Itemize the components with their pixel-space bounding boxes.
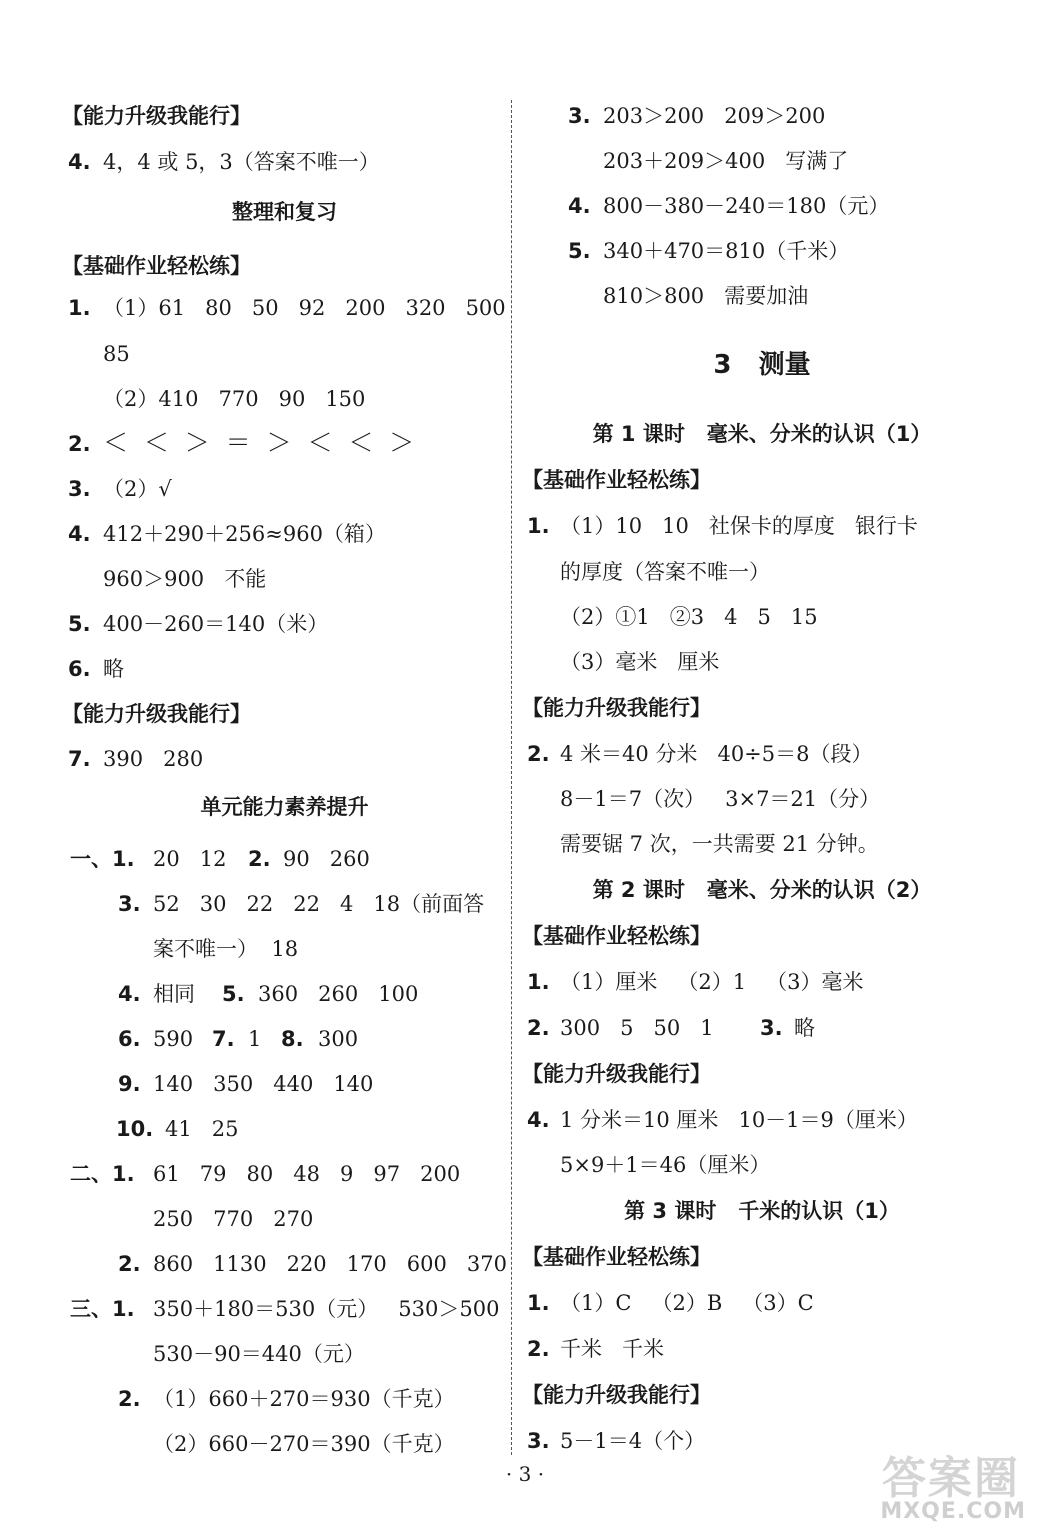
watermark-text: 答案圈 <box>882 1453 1020 1504</box>
answer-text: 略 <box>794 1016 815 1040</box>
item-number: 5. <box>568 239 591 263</box>
item-number: 6. <box>68 657 91 681</box>
answer-text: （1）C （2）B （3）C <box>560 1291 814 1315</box>
answer-text: 4，4 或 5，3（答案不唯一） <box>103 150 380 174</box>
answer-text: 340＋470＝810（千米） <box>603 239 850 263</box>
answer-text: （2）410 770 90 150 <box>103 387 366 411</box>
answer-text: 1 <box>248 1027 262 1051</box>
watermark-url: MXQE.COM <box>880 1499 1026 1524</box>
item-number: 10. <box>116 1117 154 1141</box>
page-number: · 3 · <box>505 1462 545 1486</box>
answer-text: （1）61 80 50 92 200 320 500 <box>103 296 506 320</box>
lesson-title: 第 1 课时 毫米、分米的认识（1） <box>592 422 932 446</box>
answer-text: 530－90＝440（元） <box>153 1342 365 1366</box>
item-number: 3. <box>68 477 91 501</box>
item-number: 一、1. <box>70 847 135 871</box>
answer-text: 203＞200 209＞200 <box>603 104 826 128</box>
section-heading: 【基础作业轻松练】 <box>522 924 711 948</box>
section-heading: 【能力升级我能行】 <box>522 1062 711 1086</box>
item-number: 2. <box>248 847 271 871</box>
answer-text: 需要锯 7 次，一共需要 21 分钟。 <box>560 832 879 856</box>
item-number: 3. <box>568 104 591 128</box>
answer-text: 41 25 <box>165 1117 239 1141</box>
section-heading: 【基础作业轻松练】 <box>522 1245 711 1269</box>
answer-text: 案不唯一） 18 <box>153 937 299 961</box>
item-number: 2. <box>118 1387 141 1411</box>
answer-text: 千米 千米 <box>560 1337 665 1361</box>
answer-text: 810＞800 需要加油 <box>603 284 809 308</box>
item-number: 5. <box>68 612 91 636</box>
answer-text: （2）①1 ②3 4 5 15 <box>560 605 818 629</box>
item-number: 4. <box>68 522 91 546</box>
answer-text: （2）√ <box>103 477 172 501</box>
answer-text: 1 分米＝10 厘米 10－1＝9（厘米） <box>560 1108 918 1132</box>
answer-text: 4 米＝40 分米 40÷5＝8（段） <box>560 742 873 766</box>
item-number: 2. <box>527 742 550 766</box>
item-number: 8. <box>281 1027 304 1051</box>
item-number: 4. <box>118 982 141 1006</box>
answer-text: 的厚度（答案不唯一） <box>560 560 770 584</box>
item-number: 3. <box>118 892 141 916</box>
answer-text: （1）10 10 社保卡的厚度 银行卡 <box>560 514 918 538</box>
answer-text: 300 <box>318 1027 359 1051</box>
answer-text: 960＞900 不能 <box>103 567 267 591</box>
answer-text: 250 770 270 <box>153 1207 314 1231</box>
answer-text: 203＋209＞400 写满了 <box>603 149 849 173</box>
column-divider <box>511 100 512 1455</box>
answer-text: 略 <box>103 657 124 681</box>
item-number: 3. <box>760 1016 783 1040</box>
item-number: 4. <box>68 150 91 174</box>
section-heading: 【能力升级我能行】 <box>62 104 251 128</box>
answer-text: 350＋180＝530（元） 530＞500 <box>153 1297 500 1321</box>
item-number: 1. <box>68 296 91 320</box>
section-heading: 【能力升级我能行】 <box>62 702 251 726</box>
item-number: 1. <box>527 970 550 994</box>
answer-text: 400－260＝140（米） <box>103 612 329 636</box>
section-heading: 【基础作业轻松练】 <box>522 468 711 492</box>
answer-text: （3）毫米 厘米 <box>560 650 720 674</box>
answer-text: 390 280 <box>103 747 204 771</box>
lesson-title: 第 3 课时 千米的认识（1） <box>624 1199 900 1223</box>
answer-text: 5×9＋1＝46（厘米） <box>560 1153 771 1177</box>
section-heading: 【能力升级我能行】 <box>522 1383 711 1407</box>
item-number: 2. <box>527 1016 550 1040</box>
item-number: 3. <box>527 1429 550 1453</box>
item-number: 7. <box>212 1027 235 1051</box>
answer-text: 300 5 50 1 <box>560 1016 714 1040</box>
item-number: 4. <box>568 194 591 218</box>
answer-text: （2）660－270＝390（千克） <box>153 1432 455 1456</box>
item-number: 1. <box>527 1291 550 1315</box>
answer-text: 800－380－240＝180（元） <box>603 194 890 218</box>
answer-text: 5－1＝4（个） <box>560 1429 706 1453</box>
watermark-logo <box>852 1440 1032 1526</box>
item-number: 4. <box>527 1108 550 1132</box>
chapter-title: 3 测量 <box>713 350 811 380</box>
item-number: 9. <box>118 1072 141 1096</box>
answer-text: 412＋290＋256≈960（箱） <box>103 522 386 546</box>
item-number: 二、1. <box>70 1162 135 1186</box>
subsection-title: 整理和复习 <box>232 200 337 224</box>
answer-text: 90 260 <box>283 847 370 871</box>
subsection-title: 单元能力素养提升 <box>200 795 369 819</box>
answer-text: 590 <box>153 1027 194 1051</box>
item-number: 2. <box>68 432 91 456</box>
item-number: 6. <box>118 1027 141 1051</box>
item-number: 2. <box>118 1252 141 1276</box>
answer-text: 20 12 <box>153 847 227 871</box>
answer-text: 140 350 440 140 <box>153 1072 374 1096</box>
answer-text: （1）660＋270＝930（千克） <box>153 1387 455 1411</box>
answer-text: ＜ ＜ ＞ ＝ ＞ ＜ ＜ ＞ <box>103 428 415 457</box>
section-heading: 【基础作业轻松练】 <box>62 254 251 278</box>
item-number: 2. <box>527 1337 550 1361</box>
answer-text: （1）厘米 （2）1 （3）毫米 <box>560 970 864 994</box>
lesson-title: 第 2 课时 毫米、分米的认识（2） <box>592 878 932 902</box>
item-number: 三、1. <box>70 1297 135 1321</box>
answer-text: 8－1＝7（次） 3×7＝21（分） <box>560 787 881 811</box>
answer-text: 52 30 22 22 4 18（前面答 <box>153 892 485 916</box>
answer-text: 85 <box>103 342 130 366</box>
item-number: 1. <box>527 514 550 538</box>
answer-text: 61 79 80 48 9 97 200 <box>153 1162 461 1186</box>
item-number: 7. <box>68 747 91 771</box>
answer-text: 相同 <box>153 982 195 1006</box>
answer-text: 860 1130 220 170 600 370 <box>153 1252 507 1276</box>
item-number: 5. <box>222 982 245 1006</box>
answer-text: 360 260 100 <box>258 982 419 1006</box>
section-heading: 【能力升级我能行】 <box>522 696 711 720</box>
